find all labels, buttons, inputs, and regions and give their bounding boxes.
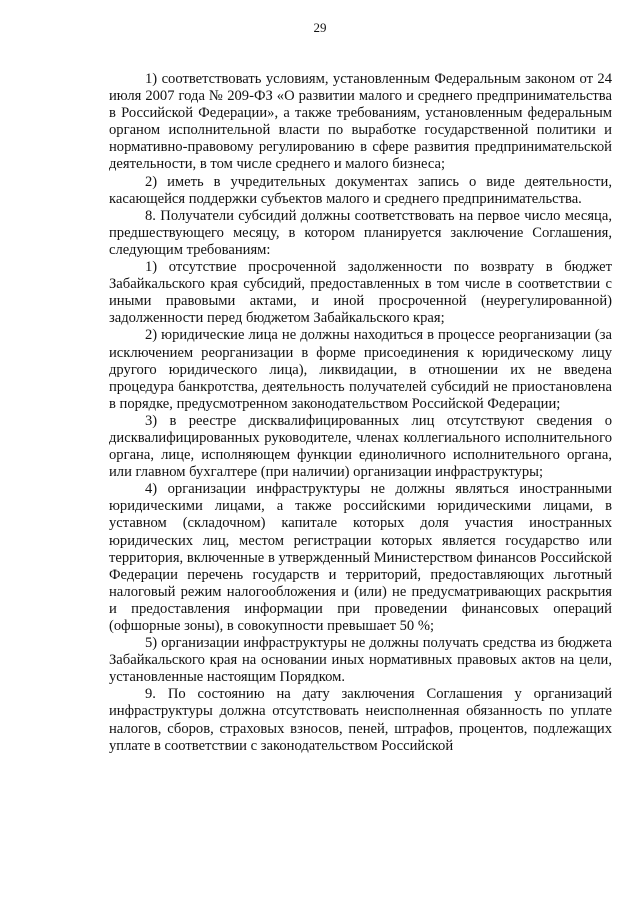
document-body [109, 71, 612, 755]
paragraph-section-8: 8. Получатели субсидий должны соответствовать на первое число месяца, предшествующего месяцу, в котором планируется заключение Соглашения, следующим требованиям: [109, 207, 612, 258]
paragraph-requirement-2: 2) иметь в учредительных документах запись о виде деятельности, касающейся поддержки субъектов малого и среднего предпринимательства. [109, 173, 612, 207]
paragraph-reorganization-requirement: 2) юридические лица не должны находиться в процессе реорганизации (за исключением реорганизации в форме присоединения к юридическому лицу другого юридического лица), ликвидации, в отношении их не введена процедура банкротства, деятельность получателей субсидий не приостановлена в порядке, предусмотренном законодательством Российской Федерации; [109, 327, 612, 412]
paragraph-requirement-1: 1) соответствовать условиям, установленным Федеральным законом от 24 июля 2007 года № 209-ФЗ «О развитии малого и среднего предпринимательства в Российской Федерации», а также требованиям, установленным федеральным органом исполнительной власти по выработке государственной политики и нормативно-правовому регулированию в сфере развития предпринимательской деятельности, в том числе среднего и малого бизнеса; [109, 71, 612, 173]
paragraph-debt-requirement: 1) отсутствие просроченной задолженности по возврату в бюджет Забайкальского края субсидий, предоставленных в том числе в соответствии с иными правовыми актами, и иной просроченной (неурегулированной) задолженности перед бюджетом Забайкальского края; [109, 259, 612, 327]
paragraph-disqualification-requirement: 3) в реестре дисквалифицированных лиц отсутствуют сведения о дисквалифицированных руководителе, членах коллегиального исполнительного органа, лице, исполняющем функции единоличного исполнительного органа, или главном бухгалтере (при наличии) организации инфраструктуры; [109, 412, 612, 481]
paragraph-budget-funds-requirement: 5) организации инфраструктуры не должны получать средства из бюджета Забайкальского края на основании иных нормативных правовых актов на цели, установленные настоящим Порядком. [109, 635, 612, 686]
paragraph-section-9: 9. По состоянию на дату заключения Соглашения у организаций инфраструктуры должна отсутствовать неисполненная обязанность по уплате налогов, сборов, страховых взносов, пеней, штрафов, процентов, подлежащих уплате в соответствии с законодательством Российской [109, 686, 612, 754]
page-number: 29 [313, 20, 327, 35]
paragraph-foreign-entities-requirement: 4) организации инфраструктуры не должны являться иностранными юридическими лицами, а также российскими юридическими лицами, в уставном (складочном) капитале которых доля участия иностранных юридических лиц, местом регистрации которых является государство или территория, включенные в утвержденный Министерством финансов Российской Федерации перечень государств и территорий, предоставляющих льготный налоговый режим налогообложения и (или) не предусматривающих раскрытия и предоставления информации при проведении финансовых операций (офшорные зоны), в совокупности превышает 50 %; [109, 481, 612, 634]
